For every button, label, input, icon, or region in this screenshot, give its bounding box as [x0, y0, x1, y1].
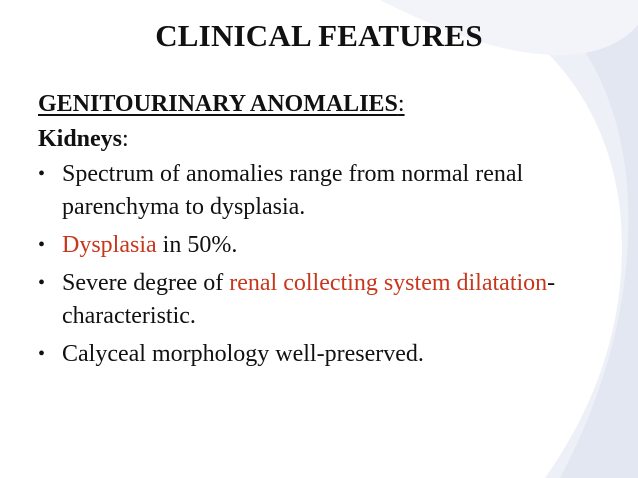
- bullet-dot-icon: •: [38, 272, 46, 294]
- bullet-text: Severe degree of: [62, 270, 230, 296]
- section-heading: [38, 88, 598, 121]
- bullet-item: [38, 267, 598, 333]
- highlighted-text: renal collecting system dilatation: [229, 270, 548, 296]
- bullet-text: Spectrum of anomalies range from normal renal parenchyma to dysplasia.: [62, 161, 524, 220]
- bullet-text: Calyceal morphology well-preserved.: [62, 341, 424, 367]
- bullet-list: [38, 158, 598, 371]
- slide-title: CLINICAL FEATURES: [155, 18, 483, 53]
- bullet-item: [38, 158, 598, 224]
- slide-content: [38, 88, 598, 376]
- bullet-dot-icon: •: [38, 163, 46, 185]
- highlighted-text: Dysplasia: [62, 232, 157, 258]
- bullet-text: in 50%.: [156, 232, 238, 258]
- bullet-dot-icon: •: [38, 234, 46, 256]
- bullet-text: - characteristic.: [62, 270, 556, 329]
- bullet-item: [38, 338, 598, 371]
- subsection-heading: [38, 123, 598, 156]
- bullet-dot-icon: •: [38, 343, 46, 365]
- section-heading-colon: :: [397, 91, 405, 117]
- bullet-item: [38, 229, 598, 262]
- section-heading-text: GENITOURINARY ANOMALIES: [38, 91, 398, 117]
- subsection-heading-text: Kidneys: [38, 126, 123, 152]
- subsection-heading-colon: :: [122, 126, 129, 152]
